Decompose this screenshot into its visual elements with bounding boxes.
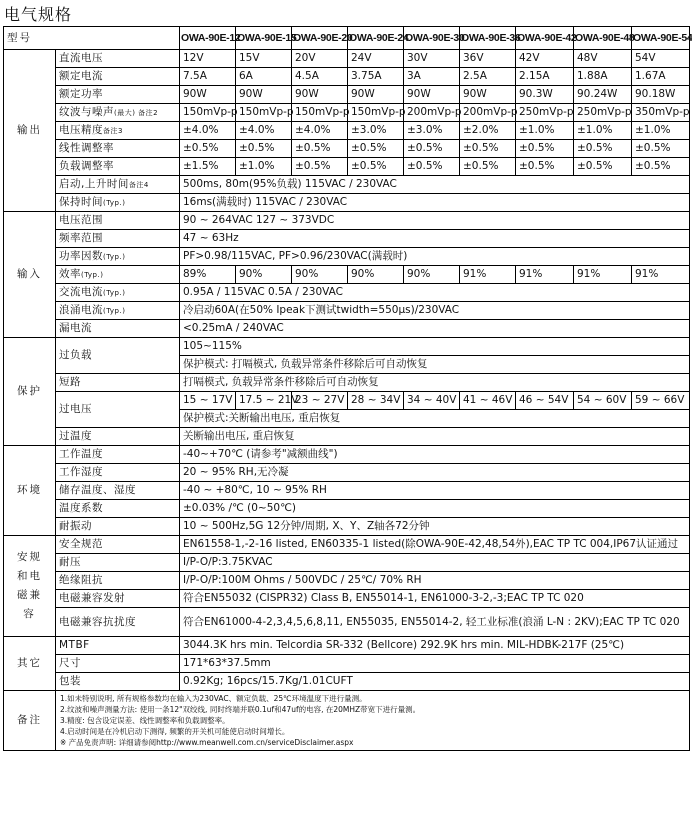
spec-value: 符合EN61000-4-2,3,4,5,6,8,11, EN55035, EN55014-2, 轻工业标准(浪涌 L-N : 2KV);EAC TP TC 020 (180, 608, 690, 637)
spec-value: I/P-O/P:100M Ohms / 500VDC / 25℃/ 70% RH (180, 572, 690, 590)
spec-value: 0.92Kg; 16pcs/15.7Kg/1.01CUFT (180, 673, 690, 691)
model-name: OWA-90E-12 (180, 27, 236, 50)
section-label: 备注 (4, 691, 56, 751)
spec-value: ±0.5% (292, 140, 348, 158)
table-row (4, 464, 690, 482)
spec-value: 24V (348, 50, 404, 68)
row-label (56, 518, 180, 536)
row-label (56, 655, 180, 673)
spec-value: <0.25mA / 240VAC (180, 320, 690, 338)
row-label (56, 392, 180, 428)
spec-value: 150mVp-p (180, 104, 236, 122)
overload-mode: 保护模式: 打嗝模式, 负载异常条件移除后可自动恢复 (180, 356, 690, 374)
row-label-text: 频率范围 (59, 232, 103, 244)
note-line: 1.如未特别说明, 所有规格参数均在输入为230VAC、额定负载、25℃环境温度下进行量测。 (60, 694, 367, 703)
spec-value: 1.88A (574, 68, 632, 86)
ovp-value: 15 ~ 17V (180, 392, 236, 410)
row-label-note: (Typ.) (103, 198, 126, 207)
table-row (4, 68, 690, 86)
spec-value: 90.3W (516, 86, 574, 104)
spec-value: ±0.5% (460, 158, 516, 176)
spec-value: 20 ~ 95% RH,无冷凝 (180, 464, 690, 482)
row-label-text: 工作温度 (59, 448, 103, 460)
spec-value: ±0.5% (348, 158, 404, 176)
spec-value: 90% (404, 266, 460, 284)
model-name: OWA-90E-42 (516, 27, 574, 50)
row-label (56, 608, 180, 637)
row-label-text: 保持时间 (59, 195, 103, 208)
row-label-note: (Typ.) (81, 270, 104, 279)
row-label (56, 446, 180, 464)
row-label (56, 590, 180, 608)
row-label (56, 500, 180, 518)
table-row (4, 608, 690, 637)
row-label-text: 过负载 (59, 349, 92, 361)
spec-value: 15V (236, 50, 292, 68)
table-row (4, 212, 690, 230)
spec-value: 250mVp-p (574, 104, 632, 122)
row-label (56, 536, 180, 554)
spec-value: 1.67A (632, 68, 690, 86)
row-label-text: 效率 (59, 267, 81, 280)
row-label (56, 284, 180, 302)
spec-value: 4.5A (292, 68, 348, 86)
note-line: 2.纹波和噪声测量方法: 使用一条12"双绞线, 同时终端并联0.1uf和47uf的电容, 在20MHZ带宽下进行量测。 (60, 705, 421, 714)
spec-value: 47 ~ 63Hz (180, 230, 690, 248)
ovp-value: 41 ~ 46V (460, 392, 516, 410)
table-row (4, 158, 690, 176)
spec-value: 10 ~ 500Hz,5G 12分钟/周期, X、Y、Z轴各72分钟 (180, 518, 690, 536)
spec-value: 3.75A (348, 68, 404, 86)
row-label-text: 漏电流 (59, 322, 92, 334)
row-label-text: 线性调整率 (59, 142, 114, 154)
spec-value: 90.24W (574, 86, 632, 104)
table-row (4, 637, 690, 655)
row-label (56, 266, 180, 284)
table-row (4, 27, 690, 50)
spec-value: 150mVp-p (348, 104, 404, 122)
row-label-text: 纹波与噪声 (59, 105, 114, 118)
table-row (4, 572, 690, 590)
spec-value: 48V (574, 50, 632, 68)
spec-table (3, 26, 690, 751)
row-label-note: 备注4 (128, 180, 149, 189)
spec-value: 89% (180, 266, 236, 284)
spec-value: I/P-O/P:3.75KVAC (180, 554, 690, 572)
table-row (4, 86, 690, 104)
spec-value: 54V (632, 50, 690, 68)
row-label (56, 302, 180, 320)
table-row (4, 673, 690, 691)
spec-value: ±2.0% (460, 122, 516, 140)
row-label (56, 637, 180, 655)
spec-value: 42V (516, 50, 574, 68)
table-row (4, 284, 690, 302)
spec-value: ±0.5% (404, 158, 460, 176)
row-label-text: 温度系数 (59, 502, 103, 514)
row-label-text: 耐振动 (59, 520, 92, 532)
row-label-note: 备注3 (103, 126, 123, 135)
spec-value: 90.18W (632, 86, 690, 104)
row-label (56, 212, 180, 230)
spec-value: 90 ~ 264VAC 127 ~ 373VDC (180, 212, 690, 230)
row-label-text: MTBF (59, 639, 90, 651)
spec-value: 150mVp-p (292, 104, 348, 122)
spec-value: 91% (632, 266, 690, 284)
spec-value: 250mVp-p (516, 104, 574, 122)
spec-value: ±0.5% (404, 140, 460, 158)
spec-value: 2.15A (516, 68, 574, 86)
row-label (56, 176, 180, 194)
spec-value: 200mVp-p (404, 104, 460, 122)
short-value: 打嗝模式, 负载异常条件移除后可自动恢复 (180, 374, 690, 392)
spec-value: -40~+70℃ (请参考"减额曲线") (180, 446, 690, 464)
note-line: ※ 产品免责声明: 详细请参阅http://www.meanwell.com.cn/serviceDisclaimer.aspx (60, 738, 354, 747)
overload-range: 105~115% (180, 338, 690, 356)
row-label-text: 绝缘阻抗 (59, 574, 103, 586)
row-label (56, 248, 180, 266)
spec-value: ±4.0% (236, 122, 292, 140)
spec-value: 350mVp-p (632, 104, 690, 122)
spec-value: 0.95A / 115VAC 0.5A / 230VAC (180, 284, 690, 302)
table-row (4, 338, 690, 356)
row-label-text: 电磁兼容抗扰度 (59, 615, 136, 628)
spec-value: 符合EN55032 (CISPR32) Class B, EN55014-1, EN61000-3-2,-3;EAC TP TC 020 (180, 590, 690, 608)
table-row (4, 230, 690, 248)
spec-body (4, 27, 690, 751)
table-row (4, 140, 690, 158)
row-label (56, 338, 180, 374)
ovp-value: 28 ~ 34V (348, 392, 404, 410)
spec-value: 90W (348, 86, 404, 104)
spec-value: ±4.0% (180, 122, 236, 140)
page-title: 电气规格 (4, 5, 73, 24)
table-row (4, 536, 690, 554)
row-label-note: (Typ.) (103, 306, 126, 315)
spec-value: 36V (460, 50, 516, 68)
table-row (4, 104, 690, 122)
table-row (4, 122, 690, 140)
model-name: OWA-90E-54 (632, 27, 690, 50)
spec-value: 7.5A (180, 68, 236, 86)
row-label-text: 过温度 (59, 430, 92, 442)
spec-value: ±1.0% (236, 158, 292, 176)
spec-value: 12V (180, 50, 236, 68)
note-line: 3.精度: 包含设定误差、线性调整率和负载调整率。 (60, 716, 230, 725)
row-label (56, 673, 180, 691)
otp-value: 关断输出电压, 重启恢复 (180, 428, 690, 446)
row-label-text: 负载调整率 (59, 160, 114, 172)
row-label-text: 过电压 (59, 403, 92, 415)
table-row (4, 194, 690, 212)
table-row (4, 392, 690, 410)
spec-value: 90W (180, 86, 236, 104)
row-label-text: 电磁兼容发射 (59, 592, 125, 604)
section-label: 环境 (4, 446, 56, 536)
model-name: OWA-90E-30 (404, 27, 460, 50)
table-row (4, 50, 690, 68)
spec-value: ±0.5% (180, 140, 236, 158)
ovp-value: 46 ~ 54V (516, 392, 574, 410)
spec-value: PF>0.98/115VAC, PF>0.96/230VAC(满载时) (180, 248, 690, 266)
row-label (56, 104, 180, 122)
notes-block (56, 691, 690, 751)
row-label-text: 电压精度 (59, 123, 103, 136)
row-label (56, 572, 180, 590)
spec-value: 90W (236, 86, 292, 104)
row-label (56, 122, 180, 140)
spec-value: 90% (292, 266, 348, 284)
row-label-text: 耐压 (59, 556, 81, 568)
row-label (56, 554, 180, 572)
row-label (56, 464, 180, 482)
spec-value: 2.5A (460, 68, 516, 86)
table-row (4, 590, 690, 608)
row-label-text: 额定电流 (59, 70, 103, 82)
spec-value: -40 ~ +80℃, 10 ~ 95% RH (180, 482, 690, 500)
row-label (56, 140, 180, 158)
ovp-mode: 保护模式:关断输出电压, 重启恢复 (180, 410, 690, 428)
spec-value: 171*63*37.5mm (180, 655, 690, 673)
section-label: 保护 (4, 338, 56, 446)
row-label-text: 启动,上升时间 (59, 177, 129, 190)
spec-value: 150mVp-p (236, 104, 292, 122)
spec-value: 冷启动60A(在50% Ipeak下测试twidth=550µs)/230VAC (180, 302, 690, 320)
spec-value: ±0.5% (516, 158, 574, 176)
row-label (56, 158, 180, 176)
spec-value: ±3.0% (404, 122, 460, 140)
table-row (4, 482, 690, 500)
spec-value: 90W (404, 86, 460, 104)
spec-value: ±0.5% (516, 140, 574, 158)
spec-value: 90% (348, 266, 404, 284)
model-name: OWA-90E-36 (460, 27, 516, 50)
row-label (56, 428, 180, 446)
ovp-value: 59 ~ 66V (632, 392, 690, 410)
startup-value: 500ms, 80m(95%负载) 115VAC / 230VAC (180, 176, 690, 194)
spec-value: ±0.5% (574, 158, 632, 176)
row-label-text: 功率因数 (59, 249, 103, 262)
row-label (56, 50, 180, 68)
spec-value: ±1.0% (516, 122, 574, 140)
model-name: OWA-90E-24 (348, 27, 404, 50)
spec-value: ±0.5% (632, 158, 690, 176)
ovp-value: 23 ~ 27V (292, 392, 348, 410)
row-label (56, 194, 180, 212)
spec-value: ±3.0% (348, 122, 404, 140)
row-label-text: 浪涌电流 (59, 303, 103, 316)
table-row (4, 518, 690, 536)
row-label-note: (最大) 备注2 (114, 108, 159, 117)
table-row (4, 302, 690, 320)
ovp-value: 34 ~ 40V (404, 392, 460, 410)
table-row (4, 428, 690, 446)
spec-value: 6A (236, 68, 292, 86)
row-label-text: 工作湿度 (59, 466, 103, 478)
table-row (4, 176, 690, 194)
spec-value: ±0.5% (632, 140, 690, 158)
spec-value: ±1.0% (632, 122, 690, 140)
row-label (56, 86, 180, 104)
spec-value: 30V (404, 50, 460, 68)
spec-value: ±0.5% (292, 158, 348, 176)
spec-value: 3A (404, 68, 460, 86)
row-label-text: 电压范围 (59, 214, 103, 226)
row-label (56, 320, 180, 338)
row-label-text: 安全规范 (59, 538, 103, 550)
row-label (56, 230, 180, 248)
spec-value: ±0.5% (460, 140, 516, 158)
section-label: 其它 (4, 637, 56, 691)
spec-value: ±4.0% (292, 122, 348, 140)
row-label-text: 尺寸 (59, 657, 81, 669)
spec-value: 200mVp-p (460, 104, 516, 122)
table-row (4, 320, 690, 338)
table-row (4, 655, 690, 673)
table-row (4, 691, 690, 751)
row-label (56, 68, 180, 86)
table-row (4, 248, 690, 266)
row-label-text: 包装 (59, 675, 81, 687)
ovp-value: 54 ~ 60V (574, 392, 632, 410)
row-label-text: 直流电压 (59, 52, 103, 64)
row-label (56, 482, 180, 500)
row-label-note: (Typ.) (103, 252, 126, 261)
row-label-text: 额定功率 (59, 88, 103, 100)
spec-value: EN61558-1,-2-16 listed, EN60335-1 listed(除OWA-90E-42,48,54外),EAC TP TC 004,IP67认证通过 (180, 536, 690, 554)
spec-value: ±0.5% (348, 140, 404, 158)
spec-value: 91% (516, 266, 574, 284)
spec-value: ±1.5% (180, 158, 236, 176)
ovp-value: 17.5 ~ 21V (236, 392, 292, 410)
spec-value: 20V (292, 50, 348, 68)
spec-value: 90W (460, 86, 516, 104)
spec-value: 91% (574, 266, 632, 284)
section-label: 输入 (4, 212, 56, 338)
spec-value: 90W (292, 86, 348, 104)
spec-value: ±0.5% (236, 140, 292, 158)
row-label-note: (Typ.) (103, 288, 126, 297)
table-row (4, 266, 690, 284)
row-label-text: 储存温度、湿度 (59, 484, 136, 496)
section-label: 输出 (4, 50, 56, 212)
row-label-text: 交流电流 (59, 285, 103, 298)
table-row (4, 446, 690, 464)
model-header-label: 型号 (4, 27, 180, 50)
row-label (56, 374, 180, 392)
spec-value: ±0.5% (574, 140, 632, 158)
table-row (4, 374, 690, 392)
model-name: OWA-90E-15 (236, 27, 292, 50)
model-name: OWA-90E-48 (574, 27, 632, 50)
spec-value: ±1.0% (574, 122, 632, 140)
spec-value: ±0.03% /℃ (0~50℃) (180, 500, 690, 518)
spec-value: 3044.3K hrs min. Telcordia SR-332 (Bellcore) 292.9K hrs min. MIL-HDBK-217F (25℃) (180, 637, 690, 655)
spec-value: 91% (460, 266, 516, 284)
spec-value: 90% (236, 266, 292, 284)
table-row (4, 554, 690, 572)
table-row (4, 500, 690, 518)
row-label-text: 短路 (59, 376, 81, 388)
note-line: 4.启动时间是在冷机启动下测得, 频繁的开关机可能使启动时间增长。 (60, 727, 290, 736)
section-label: 安规和电磁兼容 (4, 536, 56, 637)
hold-value: 16ms(满载时) 115VAC / 230VAC (180, 194, 690, 212)
model-name: OWA-90E-20 (292, 27, 348, 50)
